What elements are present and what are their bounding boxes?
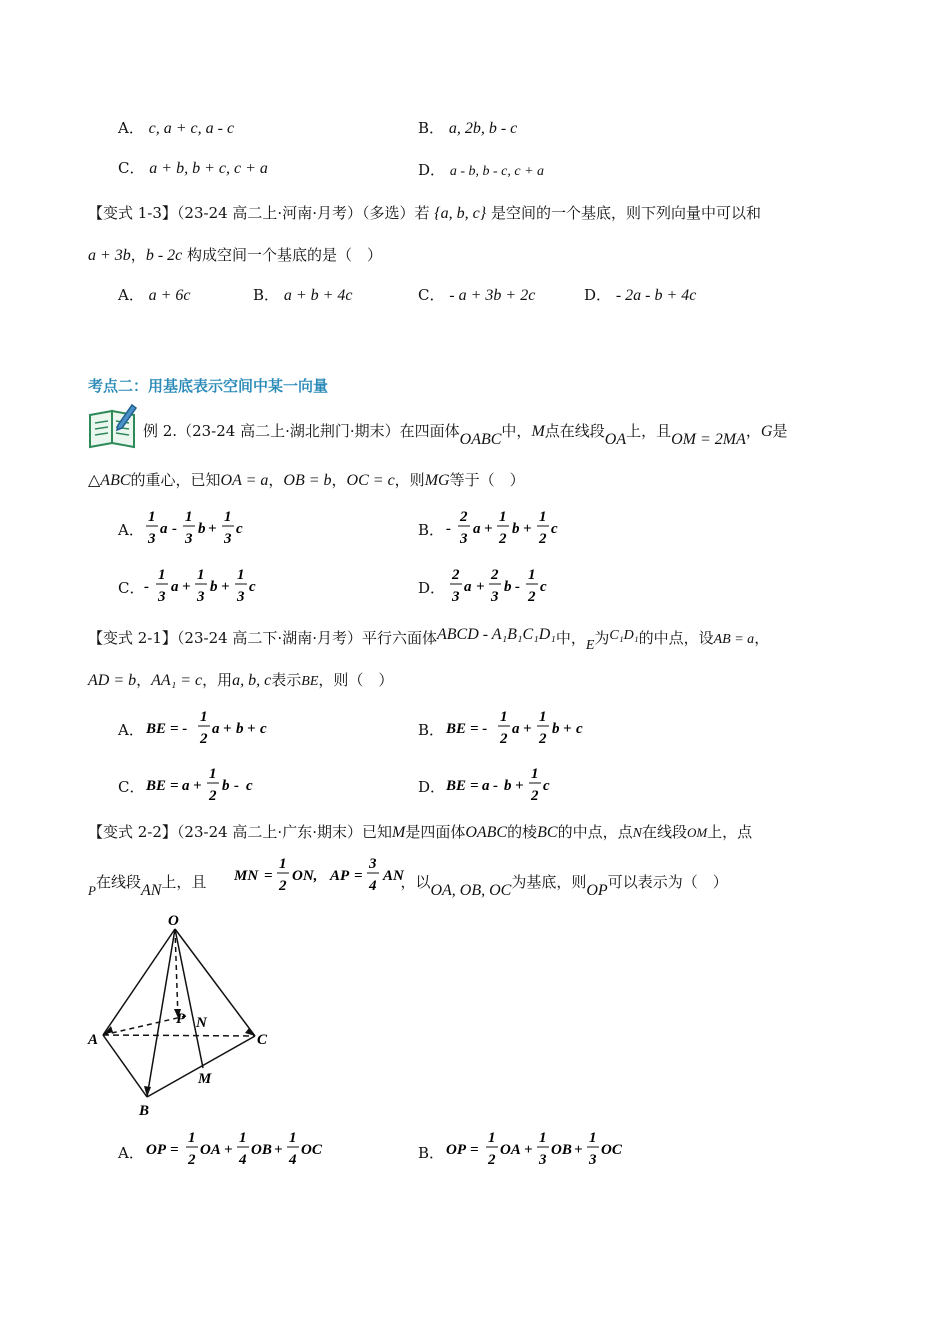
svg-text:1: 1: [289, 1130, 297, 1146]
variant-text: 是四面体: [405, 823, 466, 841]
svg-text:1: 1: [539, 509, 547, 525]
svg-text:= -: = -: [170, 721, 188, 737]
option-expr: a - b, b - c, c + a: [449, 164, 545, 179]
math-inline: AN: [140, 882, 162, 899]
svg-text:+: +: [563, 721, 572, 737]
variant-text: 在线段: [641, 823, 687, 841]
vector-expr: b - 2c: [145, 247, 183, 264]
example-2-option-c-label: C．: [118, 579, 145, 597]
svg-text:AN: AN: [383, 868, 404, 884]
svg-text:OC: OC: [601, 1142, 622, 1158]
variant-2-2-option-a-label: A．: [118, 1144, 144, 1162]
svg-text:c: c: [576, 721, 583, 737]
variant-text: 的中点，点: [557, 823, 633, 841]
math-inline: BE: [301, 674, 319, 689]
variant-text: 是空间的一个基底，则下列向量中可以和: [490, 204, 761, 222]
svg-text:BE: BE: [446, 721, 467, 737]
svg-text:3: 3: [460, 531, 468, 547]
svg-text:c: c: [236, 521, 243, 537]
svg-text:1: 1: [539, 709, 547, 725]
svg-text:1: 1: [209, 766, 217, 782]
svg-text:BE: BE: [446, 778, 467, 794]
math-inline: OA = a: [220, 472, 269, 489]
example-text: 是: [772, 422, 788, 440]
svg-text:3: 3: [237, 589, 245, 605]
svg-text:c: c: [540, 579, 547, 595]
example-2-option-d-formula: [448, 561, 558, 607]
svg-text:BE: BE: [146, 721, 167, 737]
variant-1-3-line2: [88, 245, 382, 266]
math-inline: AA₁ = c: [151, 672, 203, 689]
svg-text:+: +: [223, 721, 232, 737]
svg-text:+: +: [221, 579, 230, 595]
variant-text: 的中点，设: [638, 629, 714, 647]
option-label: C．: [118, 159, 145, 177]
variant-text: ，用: [202, 671, 233, 689]
vertex-label: N: [196, 1015, 207, 1031]
example-text: 例 2.（23-24 高二上·湖北荆门·期末）在四面体: [143, 422, 460, 440]
option-label: A．: [118, 119, 144, 137]
variant-2-1-option-a-label: A．: [118, 721, 144, 739]
svg-text:2: 2: [460, 509, 468, 525]
svg-text:a: a: [212, 721, 220, 737]
example-text: 的重心，已知: [130, 471, 221, 489]
svg-text:=: =: [470, 1142, 479, 1158]
svg-text:b: b: [210, 579, 218, 595]
math-inline: OA, OB, OC: [430, 882, 512, 899]
example-text: ，则: [394, 471, 425, 489]
example-text: ，: [268, 471, 284, 489]
variant-2-2-option-b-formula: [446, 1126, 646, 1172]
svg-text:1: 1: [488, 1130, 496, 1146]
svg-text:1: 1: [200, 709, 208, 725]
svg-text:3: 3: [539, 1152, 547, 1168]
svg-text:b: b: [198, 521, 206, 537]
vector-expr: a + 3b: [88, 247, 131, 264]
svg-text:+: +: [182, 579, 191, 595]
math-inline: G: [760, 423, 773, 440]
option-label: B．: [418, 119, 445, 137]
math-inline: OB = b: [283, 472, 332, 489]
svg-text:3: 3: [369, 856, 377, 872]
prev-option-c: [118, 158, 268, 179]
book-pencil-icon: [88, 403, 138, 449]
variant-text: 构成空间一个基底的是（ ）: [187, 246, 383, 264]
svg-text:OA: OA: [500, 1142, 521, 1158]
svg-text:OC: OC: [301, 1142, 322, 1158]
svg-text:+: +: [523, 521, 532, 537]
svg-text:= -: = -: [470, 721, 488, 737]
svg-text:a: a: [160, 521, 168, 537]
math-inline: MG: [424, 472, 450, 489]
option-expr: a + 6c: [148, 287, 191, 304]
math-inline: OABC: [465, 824, 508, 841]
svg-text:c: c: [246, 778, 253, 794]
svg-text:1: 1: [589, 1130, 597, 1146]
svg-text:1: 1: [148, 509, 156, 525]
variant-1-3-option-c: [418, 285, 535, 306]
svg-text:+: +: [274, 1142, 283, 1158]
math-inline: OABC: [459, 431, 502, 448]
variant-text: 【变式 2-1】（23-24 高二下·湖南·月考）平行六面体: [88, 629, 437, 647]
svg-text:2: 2: [200, 731, 208, 747]
example-text: ，: [745, 422, 761, 440]
svg-text:1: 1: [239, 1130, 247, 1146]
vertex-label: O: [168, 913, 179, 929]
svg-text:3: 3: [148, 531, 156, 547]
svg-text:a: a: [482, 778, 490, 794]
variant-2-1-option-b-formula: [446, 703, 596, 749]
svg-text:OB: OB: [251, 1142, 272, 1158]
svg-text:2: 2: [539, 731, 547, 747]
svg-text:c: c: [551, 521, 558, 537]
math-inline: AB = a: [713, 632, 755, 647]
svg-text:3: 3: [197, 589, 205, 605]
svg-text:+: +: [484, 521, 493, 537]
svg-text:-: -: [144, 579, 149, 595]
option-label: C．: [418, 286, 445, 304]
svg-text:=: =: [264, 868, 273, 884]
svg-text:1: 1: [531, 766, 539, 782]
example-text: ，: [331, 471, 347, 489]
option-expr: a, 2b, b - c: [448, 120, 518, 137]
svg-text:2: 2: [499, 531, 507, 547]
svg-text:3: 3: [185, 531, 193, 547]
svg-text:b: b: [552, 721, 560, 737]
svg-text:1: 1: [499, 509, 507, 525]
variant-text: ，: [754, 629, 770, 647]
svg-text:b: b: [222, 778, 230, 794]
vertex-label: B: [139, 1103, 150, 1119]
svg-text:2: 2: [452, 567, 460, 583]
option-label: A．: [118, 286, 144, 304]
svg-text:BE: BE: [146, 778, 167, 794]
variant-2-1-option-c-label: C．: [118, 778, 145, 796]
variant-2-2-condition-formula: [234, 852, 414, 898]
math-inline: OM: [686, 825, 708, 840]
prev-option-d: [418, 160, 544, 182]
variant-1-3-option-a: [118, 285, 191, 306]
svg-text:a: a: [182, 778, 190, 794]
variant-2-1-option-d-label: D．: [418, 778, 446, 796]
svg-text:+: +: [476, 579, 485, 595]
svg-text:-: -: [172, 521, 177, 537]
variant-2-1-line2: [88, 670, 393, 692]
variant-text: ，则（ ）: [318, 671, 394, 689]
variant-2-2-option-a-formula: [146, 1126, 346, 1172]
math-inline: OA: [604, 431, 627, 448]
svg-text:2: 2: [279, 878, 287, 894]
separator: ，: [130, 246, 146, 264]
variant-text: 的棱: [507, 823, 538, 841]
svg-text:c: c: [249, 579, 256, 595]
svg-text:3: 3: [491, 589, 499, 605]
svg-text:-: -: [446, 521, 451, 537]
svg-text:1: 1: [158, 567, 166, 583]
svg-text:+: +: [574, 1142, 583, 1158]
variant-2-1-option-d-formula: [446, 760, 586, 806]
svg-text:1: 1: [528, 567, 536, 583]
variant-1-3-option-b: [253, 285, 353, 306]
math-inline: C₁D₁: [609, 628, 639, 643]
svg-text:=: =: [354, 868, 363, 884]
option-expr: - a + 3b + 2c: [449, 287, 536, 304]
basis-set: {a, b, c}: [434, 205, 487, 222]
prev-option-b: [418, 118, 517, 139]
math-inline: BC: [537, 824, 558, 841]
svg-text:3: 3: [589, 1152, 597, 1168]
math-inline: E: [585, 638, 595, 653]
svg-text:OP: OP: [446, 1142, 466, 1158]
svg-text:AP: AP: [330, 868, 350, 884]
svg-text:2: 2: [188, 1152, 196, 1168]
svg-text:MN: MN: [234, 868, 259, 884]
variant-1-3-option-d: [584, 285, 696, 306]
svg-text:2: 2: [539, 531, 547, 547]
svg-text:2: 2: [531, 788, 539, 804]
svg-text:b: b: [236, 721, 244, 737]
svg-text:OA: OA: [200, 1142, 221, 1158]
variant-1-3-line1: [88, 203, 761, 224]
svg-text:-: -: [493, 778, 498, 794]
option-expr: a + b + 4c: [283, 287, 353, 304]
svg-text:2: 2: [488, 1152, 496, 1168]
variant-text: 中，: [555, 629, 586, 647]
example-text: 上，且: [626, 422, 672, 440]
svg-text:a: a: [512, 721, 520, 737]
math-inline: ABCD - A₁B₁C₁D₁: [436, 626, 556, 643]
svg-text:+: +: [193, 778, 202, 794]
svg-text:2: 2: [209, 788, 217, 804]
svg-text:1: 1: [500, 709, 508, 725]
svg-text:3: 3: [452, 589, 460, 605]
svg-text:OP: OP: [146, 1142, 166, 1158]
svg-text:+: +: [247, 721, 256, 737]
variant-text: ，: [136, 671, 152, 689]
example-2-line2: [88, 470, 525, 491]
variant-text: ，以: [400, 873, 431, 891]
svg-text:-: -: [515, 579, 520, 595]
math-inline: △ABC: [88, 472, 131, 489]
svg-text:=: =: [170, 778, 179, 794]
example-2-option-d-label: D．: [418, 579, 446, 597]
svg-text:3: 3: [158, 589, 166, 605]
variant-2-1-option-b-label: B．: [418, 721, 445, 739]
option-expr: a + b, b + c, c + a: [149, 160, 268, 177]
math-inline: N: [632, 826, 642, 841]
variant-2-2-line1: [88, 822, 752, 844]
math-inline: M: [391, 824, 406, 841]
svg-text:a: a: [171, 579, 179, 595]
variant-2-2-option-b-label: B．: [418, 1144, 445, 1162]
svg-text:1: 1: [185, 509, 193, 525]
svg-text:ON,: ON,: [292, 868, 318, 884]
example-text: 点在线段: [544, 422, 605, 440]
variant-text: 上，且: [161, 873, 207, 891]
example-2-option-b-formula: [446, 503, 566, 549]
option-label: D．: [584, 286, 612, 304]
vertex-label: M: [198, 1071, 212, 1087]
svg-text:-: -: [234, 778, 239, 794]
variant-2-1-line1: [88, 626, 770, 653]
vertex-label: P: [176, 1011, 186, 1027]
svg-text:1: 1: [237, 567, 245, 583]
math-inline: P: [88, 883, 96, 898]
example-2-option-b-label: B．: [418, 521, 445, 539]
example-2-option-a-formula: [144, 503, 254, 549]
svg-text:a: a: [464, 579, 472, 595]
example-2-option-a-label: A．: [118, 521, 144, 539]
tetrahedron-figure: [80, 905, 300, 1125]
variant-text: 为: [594, 629, 610, 647]
svg-text:+: +: [523, 721, 532, 737]
option-expr: - 2a - b + 4c: [615, 287, 697, 304]
math-inline: AD = b: [88, 672, 137, 689]
math-inline: OM = 2MA: [671, 431, 746, 448]
svg-text:1: 1: [224, 509, 232, 525]
math-inline: a, b, c: [232, 672, 272, 689]
svg-text:b: b: [504, 579, 512, 595]
variant-2-1-option-a-formula: [146, 703, 286, 749]
variant-header: 【变式 1-3】（23-24 高二上·河南·月考）（多选）若: [88, 204, 430, 222]
svg-text:1: 1: [197, 567, 205, 583]
svg-text:+: +: [208, 521, 217, 537]
option-label: D．: [418, 161, 446, 179]
svg-text:a: a: [473, 521, 481, 537]
variant-text: 为基底，则: [511, 873, 587, 891]
variant-2-1-option-c-formula: [146, 760, 286, 806]
math-inline: OC = c: [346, 472, 395, 489]
svg-text:+: +: [515, 778, 524, 794]
svg-text:=: =: [170, 1142, 179, 1158]
variant-text: 【变式 2-2】（23-24 高二上·广东·期末）已知: [88, 823, 392, 841]
example-2-option-c-formula: [144, 561, 264, 607]
svg-text:4: 4: [239, 1152, 247, 1168]
variant-text: 表示: [271, 671, 302, 689]
vertex-label: A: [88, 1032, 99, 1048]
prev-option-a: [118, 118, 234, 139]
svg-text:1: 1: [539, 1130, 547, 1146]
math-inline: OP: [586, 882, 608, 899]
svg-text:4: 4: [289, 1152, 297, 1168]
vertex-label: C: [257, 1032, 268, 1048]
example-text: 中，: [501, 422, 532, 440]
svg-text:1: 1: [188, 1130, 196, 1146]
example-2-line1: [143, 421, 788, 448]
svg-text:2: 2: [491, 567, 499, 583]
example-text: 等于（ ）: [449, 471, 525, 489]
svg-text:2: 2: [528, 589, 536, 605]
svg-text:+: +: [524, 1142, 533, 1158]
variant-text: 上，点: [707, 823, 753, 841]
section-title: 考点二：用基底表示空间中某一向量: [88, 377, 329, 395]
svg-text:c: c: [543, 778, 550, 794]
svg-text:b: b: [512, 521, 520, 537]
svg-text:2: 2: [500, 731, 508, 747]
variant-text: 在线段: [95, 873, 141, 891]
svg-text:3: 3: [224, 531, 232, 547]
math-inline: M: [531, 423, 545, 440]
variant-text: 可以表示为（ ）: [607, 873, 728, 891]
svg-text:b: b: [504, 778, 512, 794]
svg-text:4: 4: [369, 878, 377, 894]
svg-text:1: 1: [279, 856, 287, 872]
option-label: B．: [253, 286, 280, 304]
svg-text:OB: OB: [551, 1142, 572, 1158]
svg-text:+: +: [224, 1142, 233, 1158]
option-expr: c, a + c, a - c: [148, 120, 235, 137]
svg-text:c: c: [260, 721, 267, 737]
svg-text:=: =: [470, 778, 479, 794]
